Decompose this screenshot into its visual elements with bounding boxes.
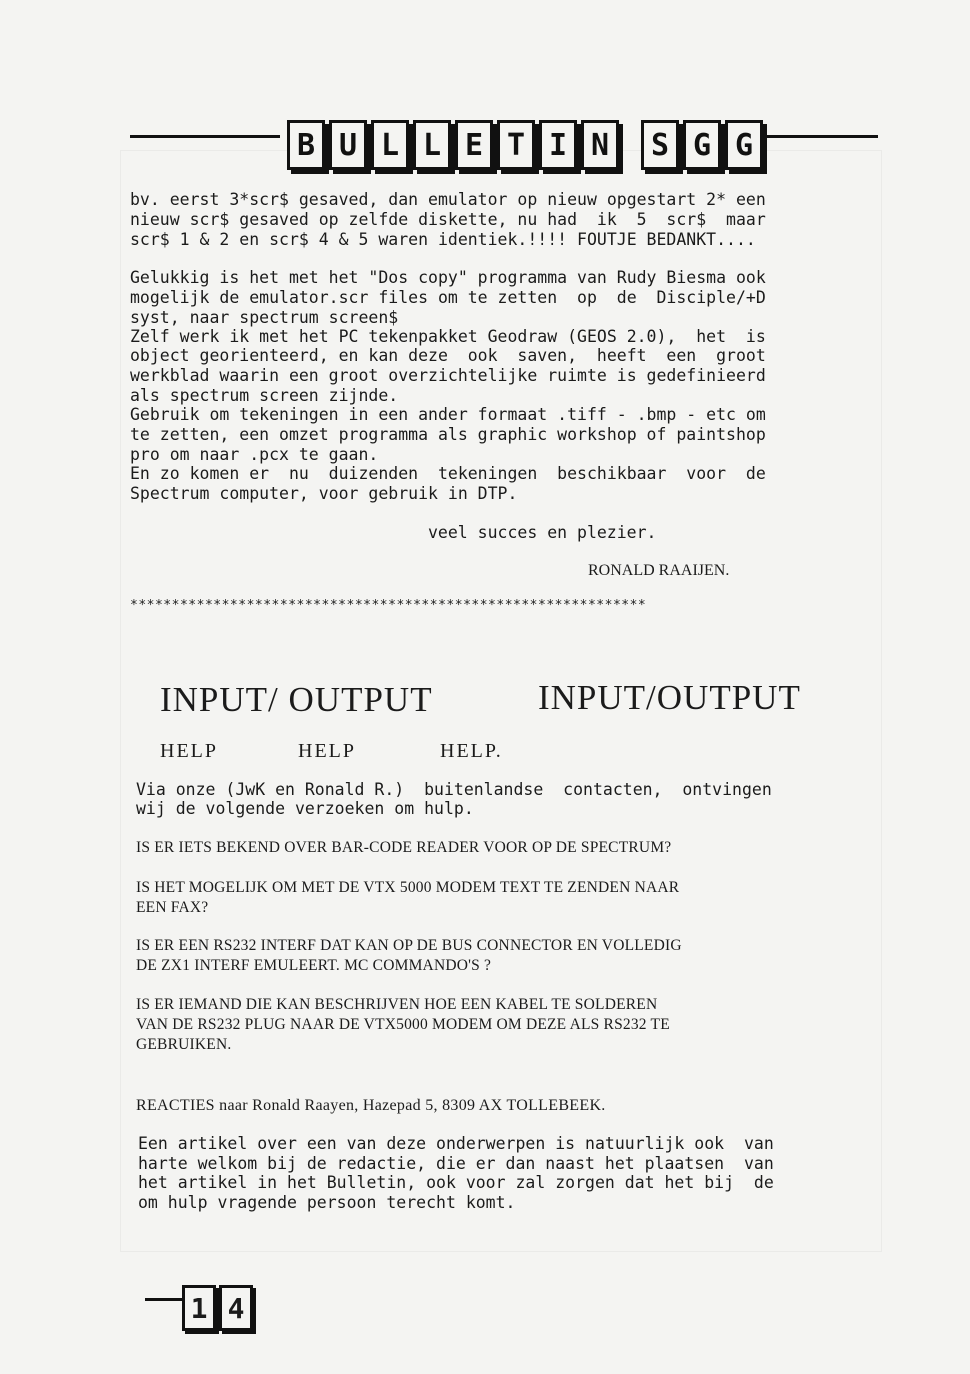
- text-line: object georienteerd, en kan deze ook saven, heeft een groot: [130, 346, 766, 365]
- logo-letter: N: [581, 120, 619, 170]
- question-line: IS ER EEN RS232 INTERF DAT KAN OP DE BUS CONNECTOR EN VOLLEDIG: [136, 937, 682, 954]
- logo-letter: L: [371, 120, 409, 170]
- text-line: syst, naar spectrum screen$: [130, 308, 399, 327]
- outro-line: Een artikel over een van deze onderwerpen is natuurlijk ook van: [138, 1134, 774, 1153]
- section-title-left: INPUT/ OUTPUT: [160, 680, 433, 719]
- page-digit: 4: [219, 1285, 253, 1331]
- closing-line: veel succes en plezier.: [428, 523, 657, 542]
- page-digit: 1: [182, 1285, 216, 1331]
- question-line: IS HET MOGELIJK OM MET DE VTX 5000 MODEM TEXT TE ZENDEN NAAR: [136, 879, 680, 896]
- logo-letter: I: [539, 120, 577, 170]
- question-line: IS ER IETS BEKEND OVER BAR-CODE READER VOOR OP DE SPECTRUM?: [136, 839, 672, 856]
- outro-line: om hulp vragende persoon terecht komt.: [138, 1193, 516, 1212]
- text-line: mogelijk de emulator.scr files om te zetten op de Disciple/+D: [130, 288, 766, 307]
- logo-letter: T: [497, 120, 535, 170]
- text-line: En zo komen er nu duizenden tekeningen beschikbaar voor de: [130, 464, 766, 483]
- logo-letter: B: [287, 120, 325, 170]
- page-number: [182, 1285, 253, 1331]
- text-line: Gelukkig is het met het "Dos copy" programma van Rudy Biesma ook: [130, 268, 766, 287]
- text-line: Gebruik om tekeningen in een ander formaat .tiff - .bmp - etc om: [130, 405, 766, 424]
- masthead-rule-left: [130, 135, 280, 138]
- section-title-right: INPUT/OUTPUT: [538, 678, 801, 717]
- intro-line: wij de volgende verzoeken om hulp.: [136, 799, 474, 818]
- outro-line: harte welkom bij de redactie, die er dan naast het plaatsen van: [138, 1154, 774, 1173]
- help-word: HELP: [160, 740, 218, 762]
- text-line: nieuw scr$ gesaved op zelfde diskette, nu had ik 5 scr$ maar: [130, 210, 766, 229]
- intro-line: Via onze (JwK en Ronald R.) buitenlandse contacten, ontvingen: [136, 780, 772, 799]
- question-line: IS ER IEMAND DIE KAN BESCHRIJVEN HOE EEN KABEL TE SOLDEREN: [136, 996, 658, 1013]
- text-line: te zetten, een omzet programma als graphic workshop of paintshop: [130, 425, 766, 444]
- question-line: VAN DE RS232 PLUG NAAR DE VTX5000 MODEM OM DEZE ALS RS232 TE: [136, 1016, 670, 1033]
- section-divider: **************************************************************: [130, 598, 647, 613]
- help-word: HELP: [298, 740, 356, 762]
- help-word: HELP.: [440, 740, 503, 762]
- author-signature: RONALD RAAIJEN.: [588, 562, 730, 579]
- logo-letter: S: [641, 120, 679, 170]
- text-line: Zelf werk ik met het PC tekenpakket Geodraw (GEOS 2.0), het is: [130, 327, 766, 346]
- text-line: werkblad waarin een groot overzichtelijke ruimte is gedefinieerd: [130, 366, 766, 385]
- text-line: bv. eerst 3*scr$ gesaved, dan emulator op nieuw opgestart 2* een: [130, 190, 766, 209]
- question-line: EEN FAX?: [136, 899, 209, 916]
- reactions-address: REACTIES naar Ronald Raayen, Hazepad 5, 8309 AX TOLLEBEEK.: [136, 1097, 606, 1114]
- outro-line: het artikel in het Bulletin, ook voor zal zorgen dat het bij de: [138, 1173, 774, 1192]
- logo-letter: L: [413, 120, 451, 170]
- question-line: DE ZX1 INTERF EMULEERT. MC COMMANDO'S ?: [136, 957, 492, 974]
- logo-letter: G: [725, 120, 763, 170]
- logo-letter: U: [329, 120, 367, 170]
- logo-letter: E: [455, 120, 493, 170]
- text-line: als spectrum screen zijnde.: [130, 386, 399, 405]
- masthead-logo: [287, 120, 763, 170]
- question-line: GEBRUIKEN.: [136, 1036, 232, 1053]
- text-line: scr$ 1 & 2 en scr$ 4 & 5 waren identiek.!!!! FOUTJE BEDANKT....: [130, 230, 756, 249]
- text-line: pro om naar .pcx te gaan.: [130, 445, 379, 464]
- text-line: Spectrum computer, voor gebruik in DTP.: [130, 484, 518, 503]
- logo-letter: G: [683, 120, 721, 170]
